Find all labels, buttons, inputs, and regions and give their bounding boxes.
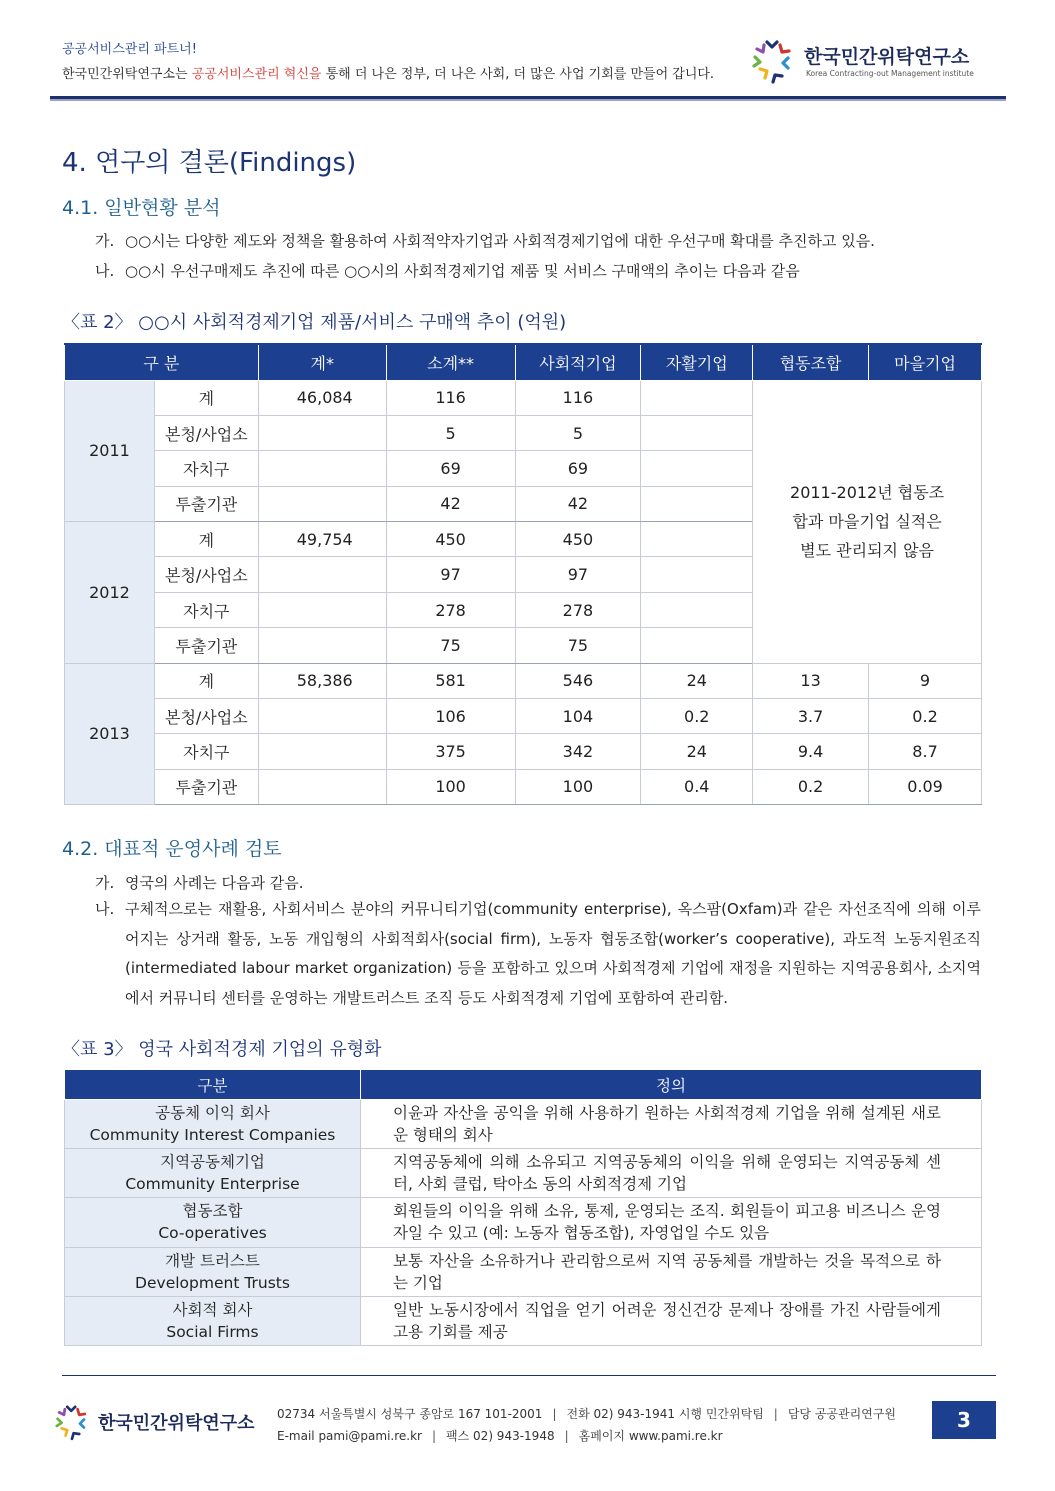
header-category: 구분 (65, 1070, 361, 1100)
table-row (65, 1198, 982, 1247)
self-cell (641, 451, 753, 486)
definition-cell: 이윤과 자산을 공익을 위해 사용하기 원하는 사회적경제 기업을 위해 설계된 새로운 형태의 회사 (361, 1100, 982, 1149)
village-cell: 8.7 (869, 734, 982, 769)
type-name-ko: 지역공동체기업 (160, 1153, 265, 1172)
header-divider (50, 96, 1006, 101)
type-name-en: Social Firms (166, 1322, 259, 1341)
coop-cell: 13 (753, 663, 869, 698)
footer-logo (52, 1402, 262, 1442)
social-cell: 75 (515, 628, 641, 663)
item-label: 나. (95, 900, 115, 918)
subtotal-cell: 100 (386, 769, 515, 804)
social-cell: 546 (515, 663, 641, 698)
year-cell: 2013 (65, 663, 155, 805)
table-row (65, 380, 982, 415)
table-row (65, 769, 982, 804)
header-subtotal: 소계** (386, 344, 515, 380)
mission-highlight: 공공서비스관리 혁신을 (191, 67, 322, 82)
not-tracked-note: 2011-2012년 협동조합과 마을기업 실적은 별도 관리되지 않음 (753, 380, 982, 663)
header-tagline: 공공서비스관리 파트너! (62, 42, 197, 57)
row-label: 계 (154, 522, 258, 557)
subtotal-cell: 75 (386, 628, 515, 663)
paragraph-4-1-a (95, 230, 875, 251)
footer-divider (62, 1375, 996, 1376)
footer-email: E-mail pami@pami.re.kr (277, 1429, 422, 1443)
row-label: 투출기관 (154, 486, 258, 521)
header-total: 계* (258, 344, 386, 380)
definition-cell: 보통 자산을 소유하거나 관리함으로써 지역 공동체를 개발하는 것을 목적으로 하는 기업 (361, 1247, 982, 1296)
subtotal-cell: 375 (386, 734, 515, 769)
self-cell: 24 (641, 734, 753, 769)
total-cell (258, 451, 386, 486)
type-cell (65, 1296, 361, 1345)
row-label: 자치구 (154, 451, 258, 486)
type-name-en: Community Interest Companies (89, 1126, 336, 1145)
total-cell (258, 557, 386, 592)
row-label: 계 (154, 380, 258, 415)
paragraph-4-2-a (95, 872, 303, 893)
village-cell: 0.2 (869, 699, 982, 734)
social-cell: 100 (515, 769, 641, 804)
social-cell: 5 (515, 415, 641, 450)
header-village-enterprise: 마을기업 (869, 344, 982, 380)
subtotal-cell: 5 (386, 415, 515, 450)
table-header-row (65, 1070, 982, 1100)
type-name-ko: 사회적 회사 (172, 1300, 253, 1319)
table-row (65, 1296, 982, 1345)
social-cell: 97 (515, 557, 641, 592)
total-cell (258, 486, 386, 521)
header-mission-statement (62, 63, 714, 82)
self-cell: 24 (641, 663, 753, 698)
item-label: 가. (95, 232, 115, 250)
total-cell (258, 769, 386, 804)
social-cell: 42 (515, 486, 641, 521)
total-cell (258, 699, 386, 734)
coop-cell: 0.2 (753, 769, 869, 804)
item-label: 나. (95, 262, 115, 280)
type-name-en: Community Enterprise (125, 1175, 300, 1194)
header-category: 구 분 (65, 344, 259, 380)
type-name-ko: 공동체 이익 회사 (155, 1104, 270, 1123)
coop-cell: 3.7 (753, 699, 869, 734)
total-cell (258, 415, 386, 450)
item-label: 가. (95, 874, 115, 892)
total-cell (258, 592, 386, 627)
table-row (65, 1100, 982, 1149)
footer-contact-line-2: E-mail pami@pami.re.kr | 팩스 02) 943-1948 | 홈페이지 www.pami.re.kr (277, 1429, 723, 1443)
type-cell (65, 1247, 361, 1296)
self-cell: 0.4 (641, 769, 753, 804)
definition-cell: 지역공동체에 의해 소유되고 지역공동체의 이익을 위해 운영되는 지역공동체 센터, 사회 클럽, 탁아소 동의 사회적경제 기업 (361, 1149, 982, 1198)
village-cell: 9 (869, 663, 982, 698)
self-cell: 0.2 (641, 699, 753, 734)
logo-star-icon (748, 38, 798, 84)
table-row (65, 1149, 982, 1198)
social-cell: 69 (515, 451, 641, 486)
mission-text-pre: 한국민간위탁연구소는 (62, 67, 192, 82)
paragraph-4-2-b (95, 895, 981, 1013)
section-title: 4. 연구의 결론(Findings) (62, 148, 357, 178)
type-name-en: Co-operatives (158, 1224, 267, 1243)
table-2-caption: 〈표 2〉 ○○시 사회적경제기업 제품/서비스 구매액 추이 (억원) (62, 312, 567, 333)
type-name-ko: 개발 트러스트 (165, 1251, 260, 1270)
total-cell: 49,754 (258, 522, 386, 557)
total-cell (258, 628, 386, 663)
table-row (65, 663, 982, 698)
subsection-4-2-title: 4.2. 대표적 운영사례 검토 (62, 838, 282, 860)
type-cell (65, 1198, 361, 1247)
table-row (65, 734, 982, 769)
uk-enterprise-types-table (64, 1069, 982, 1346)
table-3-caption: 〈표 3〉 영국 사회적경제 기업의 유형화 (62, 1039, 382, 1060)
footer-charge: 담당 공공관리연구원 (787, 1407, 896, 1421)
footer-phone: 전화 02) 943-1941 시행 민간위탁팀 (566, 1407, 764, 1421)
item-text: ○○시는 다양한 제도와 정책을 활용하여 사회적약자기업과 사회적경제기업에 대한 우선구매 확대를 추진하고 있음. (125, 232, 875, 250)
self-cell (641, 415, 753, 450)
table-row (65, 1247, 982, 1296)
social-cell: 116 (515, 380, 641, 415)
subtotal-cell: 450 (386, 522, 515, 557)
row-label: 본청/사업소 (154, 699, 258, 734)
self-cell (641, 522, 753, 557)
type-name-en: Development Trusts (135, 1273, 290, 1292)
subtotal-cell: 69 (386, 451, 515, 486)
item-text: 구체적으로는 재활용, 사회서비스 분야의 커뮤니티기업(community enterprise), 옥스팜(Oxfam)과 같은 자선조직에 의해 이루어지는 상거래 활동, 노동 개입형의 사회적회사(social firm), 노동자 협동조합(worker’s cooperative), 과도적 노동지원조직(intermediated labour market organization) 등을 포함하고 있으며 사회적경제 기업에 재정을 지원하는 지역공용회사, 소지역에서 커뮤니티 센터를 운영하는 개발트러스트 조직 등도 사회적경제 기업에 포함하여 관리함. (125, 900, 981, 1007)
type-cell (65, 1149, 361, 1198)
footer-logo-name: 한국민간위탁연구소 (98, 1413, 255, 1434)
item-text: ○○시 우선구매제도 추진에 따른 ○○시의 사회적경제기업 제품 및 서비스 구매액의 추이는 다음과 같음 (125, 262, 800, 280)
paragraph-4-1-b (95, 260, 800, 281)
footer-contact-line-1: 02734 서울특별시 성북구 종암로 167 101-2001 | 전화 02) 943-1941 시행 민간위탁팀 | 담당 공공관리연구원 (277, 1407, 896, 1421)
social-cell: 342 (515, 734, 641, 769)
logo-star-icon (52, 1402, 92, 1442)
social-cell: 104 (515, 699, 641, 734)
subtotal-cell: 581 (386, 663, 515, 698)
header-self-sufficiency: 자활기업 (641, 344, 753, 380)
page-header (62, 38, 1006, 102)
coop-cell: 9.4 (753, 734, 869, 769)
total-cell: 58,386 (258, 663, 386, 698)
self-cell (641, 486, 753, 521)
mission-text-post: 통해 더 나은 정부, 더 나은 사회, 더 많은 사업 기회를 만들어 갑니다. (321, 67, 715, 82)
total-cell: 46,084 (258, 380, 386, 415)
subtotal-cell: 42 (386, 486, 515, 521)
total-cell (258, 734, 386, 769)
row-label: 투출기관 (154, 628, 258, 663)
type-name-ko: 협동조합 (182, 1202, 243, 1221)
footer-homepage: 홈페이지 www.pami.re.kr (578, 1429, 723, 1443)
subtotal-cell: 106 (386, 699, 515, 734)
row-label: 자치구 (154, 734, 258, 769)
table-header-row (65, 344, 982, 380)
footer-fax: 팩스 02) 943-1948 (446, 1429, 555, 1443)
subtotal-cell: 278 (386, 592, 515, 627)
social-cell: 278 (515, 592, 641, 627)
row-label: 계 (154, 663, 258, 698)
year-cell: 2011 (65, 380, 155, 522)
logo-name: 한국민간위탁연구소 (804, 46, 970, 68)
header-definition: 정의 (361, 1070, 982, 1100)
row-label: 본청/사업소 (154, 557, 258, 592)
subtotal-cell: 97 (386, 557, 515, 592)
social-cell: 450 (515, 522, 641, 557)
row-label: 투출기관 (154, 769, 258, 804)
self-cell (641, 592, 753, 627)
institute-logo (748, 38, 980, 84)
definition-cell: 회원들의 이익을 위해 소유, 통제, 운영되는 조직. 회원들이 피고용 비즈니스 운영자일 수 있고 (예: 노동자 협동조합), 자영업일 수도 있음 (361, 1198, 982, 1247)
purchase-trend-table (64, 343, 982, 805)
village-cell: 0.09 (869, 769, 982, 804)
definition-cell: 일반 노동시장에서 직업을 얻기 어려운 정신건강 문제나 장애를 가진 사람들에게 고용 기회를 제공 (361, 1296, 982, 1345)
self-cell (641, 628, 753, 663)
type-cell (65, 1100, 361, 1149)
subtotal-cell: 116 (386, 380, 515, 415)
header-cooperative: 협동조합 (753, 344, 869, 380)
row-label: 자치구 (154, 592, 258, 627)
row-label: 본청/사업소 (154, 415, 258, 450)
logo-subtitle: Korea Contracting-out Management institute (806, 69, 974, 78)
self-cell (641, 380, 753, 415)
subsection-4-1-title: 4.1. 일반현황 분석 (62, 197, 221, 219)
item-text: 영국의 사례는 다음과 같음. (125, 874, 304, 892)
self-cell (641, 557, 753, 592)
table-row (65, 699, 982, 734)
year-cell: 2012 (65, 522, 155, 664)
page-number: 3 (932, 1401, 996, 1439)
footer-address: 02734 서울특별시 성북구 종암로 167 101-2001 (277, 1407, 543, 1421)
header-social-enterprise: 사회적기업 (515, 344, 641, 380)
